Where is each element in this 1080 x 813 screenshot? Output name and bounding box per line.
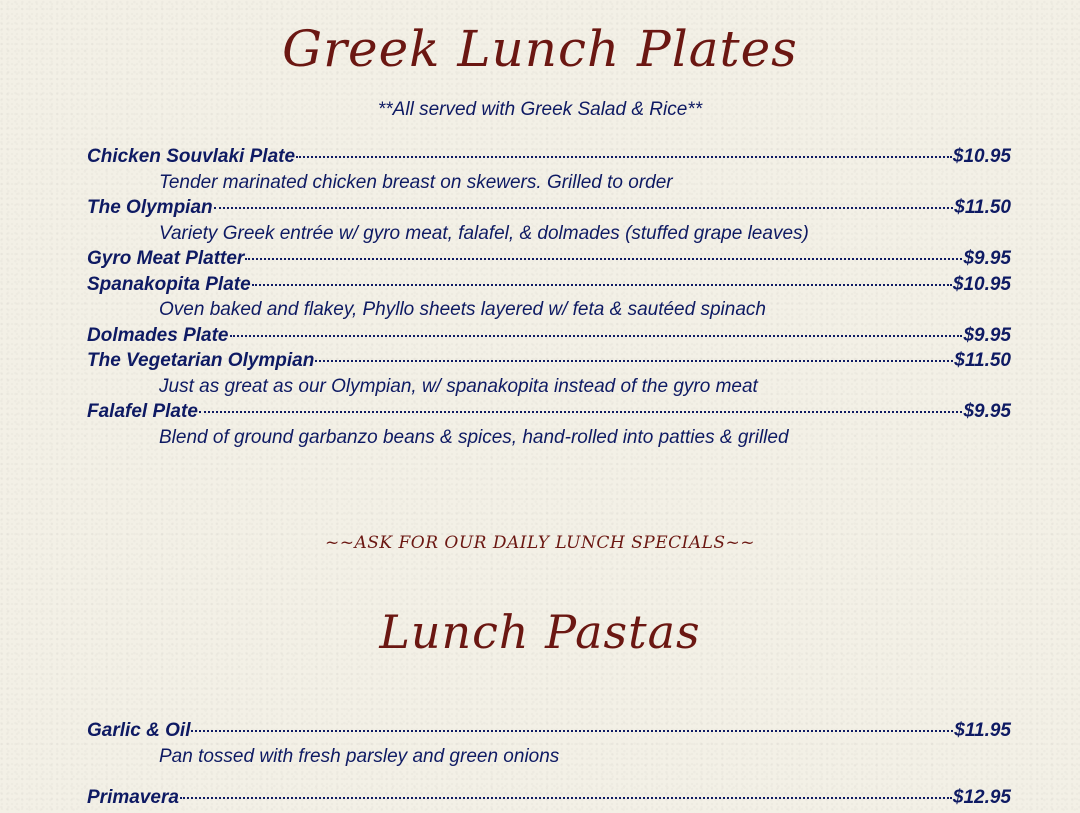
daily-specials-note: ~~ASK FOR OUR DAILY LUNCH SPECIALS~~ — [324, 533, 756, 553]
dot-leader — [180, 797, 952, 799]
item-price: $10.95 — [952, 146, 1011, 167]
dot-leader — [230, 335, 963, 337]
dot-leader — [214, 207, 954, 209]
menu-item — [87, 325, 1011, 351]
item-name: Chicken Souvlaki Plate — [87, 146, 296, 167]
item-name: Primavera — [87, 787, 179, 808]
menu-item — [87, 274, 1011, 300]
menu-item — [87, 720, 1011, 746]
item-price: $10.95 — [952, 273, 1011, 295]
dot-leader — [315, 360, 953, 362]
dot-leader — [252, 284, 952, 286]
item-price: $11.50 — [954, 197, 1011, 218]
menu-item — [87, 146, 1011, 172]
item-name: Gyro Meat Platter — [87, 248, 245, 269]
item-description: Just as great as our Olympian, w/ spanakopita instead of the gyro meat — [159, 375, 758, 397]
item-price: $9.95 — [963, 324, 1011, 346]
item-description: Pan tossed with fresh parsley and green onions — [159, 745, 560, 767]
dot-leader — [245, 258, 962, 260]
dot-leader — [199, 411, 963, 413]
served-with-note: **All served with Greek Salad & Rice** — [377, 99, 703, 120]
item-price: $11.95 — [954, 720, 1011, 741]
item-name: The Vegetarian Olympian — [87, 350, 315, 371]
item-name: Dolmades Plate — [87, 324, 229, 346]
greek-plates-menu — [87, 146, 1011, 452]
pastas-menu — [87, 720, 1011, 813]
item-description: Blend of ground garbanzo beans & spices, hand-rolled into patties & grilled — [159, 426, 789, 448]
item-description: Tender marinated chicken breast on skewers. Grilled to order — [159, 171, 673, 193]
item-name: Spanakopita Plate — [87, 273, 251, 295]
item-name: Falafel Plate — [87, 401, 198, 422]
item-name: Garlic & Oil — [87, 720, 191, 741]
menu-item — [87, 350, 1011, 376]
menu-item — [87, 401, 1011, 427]
menu-item — [87, 248, 1011, 274]
dot-leader — [191, 730, 953, 732]
item-price: $9.95 — [963, 401, 1011, 422]
item-price: $12.95 — [952, 787, 1011, 808]
item-name: The Olympian — [87, 197, 213, 218]
dot-leader — [296, 156, 952, 158]
menu-item — [87, 787, 1011, 813]
menu-item — [87, 197, 1011, 223]
item-description: Oven baked and flakey, Phyllo sheets layered w/ feta & sautéed spinach — [159, 299, 766, 320]
item-description: Variety Greek entrée w/ gyro meat, falafel, & dolmades (stuffed grape leaves) — [159, 222, 809, 244]
item-price: $9.95 — [963, 248, 1011, 269]
item-price: $11.50 — [954, 350, 1011, 371]
lunch-pastas-title: Lunch Pastas — [379, 605, 701, 659]
greek-lunch-plates-title: Greek Lunch Plates — [282, 20, 798, 78]
